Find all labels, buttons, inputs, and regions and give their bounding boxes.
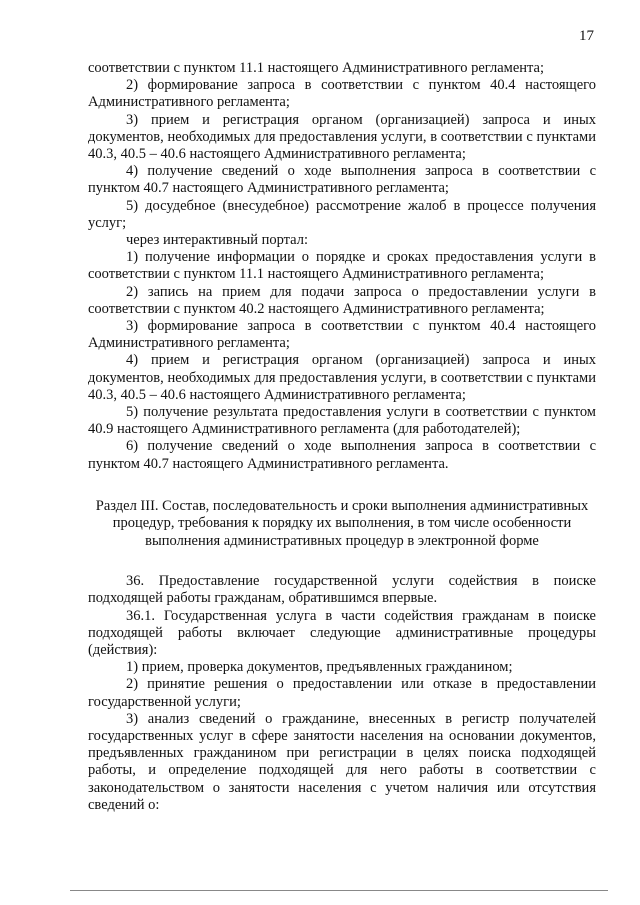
paragraph: 5) досудебное (внесудебное) рассмотрение жалоб в процессе получения услуг; — [88, 197, 596, 231]
paragraph: 6) получение сведений о ходе выполнения запроса в соответствии с пунктом 40.7 настоящего Административного регламента. — [88, 438, 596, 472]
paragraph: 1) получение информации о порядке и сроках предоставления услуги в соответствии с пунктом 11.1 настоящего Административного регламента; — [88, 249, 596, 283]
paragraph: 3) формирование запроса в соответствии с пунктом 40.4 настоящего Административного регламента; — [88, 318, 596, 352]
page-number: 17 — [579, 28, 594, 44]
paragraph: 2) запись на прием для подачи запроса о предоставлении услуги в соответствии с пунктом 40.2 настоящего Административного регламента; — [88, 283, 596, 317]
paragraph: 36.1. Государственная услуга в части содействия гражданам в поиске подходящей работы включает следующие административные процедуры (действия): — [88, 607, 596, 658]
scan-edge-line — [70, 890, 608, 891]
paragraph: 3) прием и регистрация органом (организацией) запроса и иных документов, необходимых для предоставления услуги, в соответствии с пунктами 40.3, 40.5 – 40.6 настоящего Административного регламента; — [88, 111, 596, 163]
paragraph: 1) прием, проверка документов, предъявленных гражданином; — [126, 659, 513, 676]
paragraph: 5) получение результата предоставления услуги в соответствии с пунктом 40.9 настоящего Административного регламента (для работодателей); — [88, 404, 596, 438]
paragraph: 3) анализ сведений о гражданине, внесенных в регистр получателей государственных услуг в сфере занятости населения на основании документов, предъявленных гражданином при регистрации в целях поиска подходящей работы, и определение подходящей для него работы в соответствии с законодательством о занятости населения с учетом наличия или отсутствия сведений о: — [88, 710, 596, 813]
section-heading: Раздел III. Состав, последовательность и сроки выполнения административных процедур, требования к порядку их выполнения, в том числе особенности выполнения административных процедур в электронной форме — [95, 497, 589, 549]
paragraph: 2) формирование запроса в соответствии с пунктом 40.4 настоящего Административного регламента; — [88, 77, 596, 111]
paragraph: 4) получение сведений о ходе выполнения запроса в соответствии с пунктом 40.7 настоящего Административного регламента; — [88, 163, 596, 197]
document-body — [88, 60, 596, 814]
paragraph: соответствии с пунктом 11.1 настоящего Административного регламента; — [88, 60, 544, 76]
paragraph: 2) принятие решения о предоставлении или отказе в предоставлении государственной услуги; — [88, 676, 596, 710]
paragraph: 36. Предоставление государственной услуги содействия в поиске подходящей работы гражданам, обратившимся впервые. — [88, 573, 596, 607]
paragraph: 4) прием и регистрация органом (организацией) запроса и иных документов, необходимых для предоставления услуги, в соответствии с пунктами 40.3, 40.5 – 40.6 настоящего Административного регламента; — [88, 352, 596, 403]
paragraph: через интерактивный портал: — [126, 232, 309, 249]
